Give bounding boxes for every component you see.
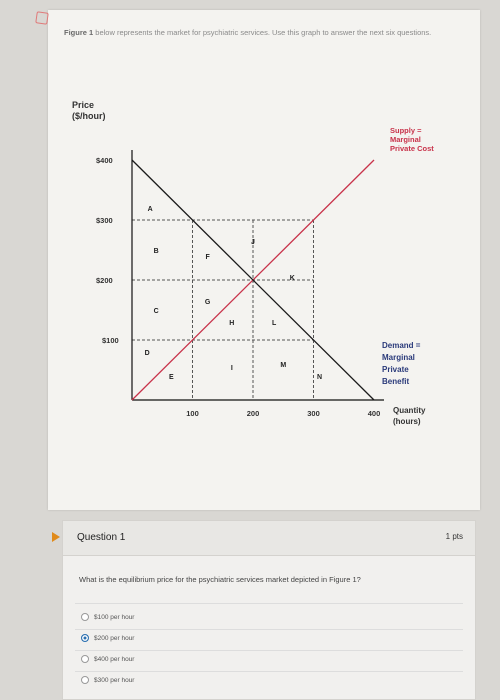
y-axis-label: Price <box>72 100 95 110</box>
y-tick-label: $400 <box>96 156 113 165</box>
area-label-n: N <box>317 374 323 381</box>
answer-option-label: $200 per hour <box>94 634 135 642</box>
x-tick-label: 200 <box>246 409 260 418</box>
answer-option[interactable] <box>81 676 134 684</box>
answer-option-label: $400 per hour <box>94 655 135 663</box>
figure-ref: Figure 1 <box>64 28 94 37</box>
radio-button[interactable] <box>81 676 89 684</box>
answer-option[interactable] <box>81 655 134 663</box>
y-axis-label: ($/hour) <box>72 111 106 121</box>
divider <box>75 671 463 672</box>
area-label-l: L <box>272 320 277 327</box>
answer-option[interactable] <box>81 613 134 621</box>
area-label-f: F <box>205 254 210 261</box>
area-label-k: K <box>289 275 295 282</box>
radio-button[interactable] <box>81 655 89 663</box>
divider <box>75 650 463 651</box>
demand-label: Marginal <box>382 353 415 362</box>
supply-label: Marginal <box>390 135 421 144</box>
area-label-e: E <box>168 374 174 381</box>
area-label-m: M <box>280 362 287 369</box>
area-label-d: D <box>144 350 150 357</box>
x-tick-label: 300 <box>307 409 320 418</box>
answer-option-label: $100 per hour <box>94 613 135 621</box>
question-card <box>62 520 476 700</box>
supply-label: Supply = <box>390 126 422 135</box>
x-axis-label: Quantity <box>393 406 426 415</box>
area-label-c: C <box>153 308 159 315</box>
divider <box>75 629 463 630</box>
y-tick-label: $200 <box>96 276 113 285</box>
area-label-h: H <box>229 320 235 327</box>
radio-button[interactable] <box>81 634 89 642</box>
intro-rest: below represents the market for psychiatric services. Use this graph to answer the next six questions. <box>93 28 432 37</box>
question-points: 1 pts <box>445 532 463 541</box>
y-tick-label: $300 <box>96 216 113 225</box>
demand-label: Benefit <box>382 377 410 386</box>
radio-button[interactable] <box>81 613 89 621</box>
area-label-a: A <box>147 206 153 213</box>
question-text: What is the equilibrium price for the psychiatric services market depicted in Figure 1? <box>79 575 361 584</box>
x-axis-label: (hours) <box>393 417 421 426</box>
current-question-marker-icon <box>52 532 60 542</box>
x-tick-label: 100 <box>186 409 199 418</box>
question-title: Question 1 <box>77 532 126 543</box>
demand-label: Demand = <box>382 341 421 350</box>
question-header <box>63 521 475 556</box>
x-tick-label: 400 <box>367 409 381 418</box>
answer-option-label: $300 per hour <box>94 676 135 684</box>
answer-option[interactable] <box>81 634 134 642</box>
divider <box>75 603 463 604</box>
demand-label: Private <box>382 365 409 374</box>
area-label-j: J <box>251 239 255 246</box>
area-label-g: G <box>204 299 211 306</box>
supply-label: Private Cost <box>390 144 434 153</box>
area-label-i: I <box>230 365 233 372</box>
area-label-b: B <box>153 248 159 255</box>
y-tick-label: $100 <box>102 336 119 345</box>
